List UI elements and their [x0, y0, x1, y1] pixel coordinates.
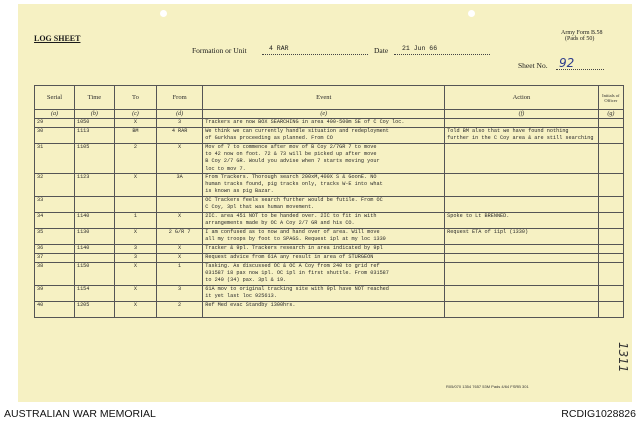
log-sheet-paper: [18, 4, 632, 402]
event-text-line: Mov of 7 to commence after mov of B Coy 2/7GR 7 to move: [205, 144, 377, 150]
table-row: [35, 174, 624, 197]
log-table: [34, 85, 624, 318]
serial-cell: 36: [35, 245, 75, 254]
date-value: 21 Jun 66: [402, 45, 438, 52]
table-row: [35, 144, 624, 174]
event-cell: [203, 174, 445, 197]
archive-name: AUSTRALIAN WAR MEMORIAL: [4, 408, 156, 420]
action-cell: [445, 254, 599, 263]
event-text-line: From Trackers. Thorough search 200xM,400X S & GoonE. NO: [205, 174, 377, 180]
date-label: Date: [374, 46, 389, 55]
formation-value: 4 RAR: [269, 45, 289, 52]
table-row: [35, 197, 624, 213]
event-text-line: Trackers are now BOX SEARCHING in area 400-500m SE of C Coy loc.: [205, 119, 405, 125]
army-form-number: Army Form B.58: [561, 30, 603, 36]
event-text-line: Tracker & 9pl. Trackers research in area indicated by 9pl: [205, 245, 383, 251]
serial-cell: 33: [35, 197, 75, 213]
action-cell: [445, 263, 599, 286]
to-cell: X: [114, 263, 156, 286]
form-title: LOG SHEET: [34, 34, 81, 43]
initials-cell: [598, 245, 623, 254]
initials-cell: [598, 144, 623, 174]
time-cell: 1150: [74, 263, 114, 286]
from-cell: X: [156, 213, 202, 229]
serial-cell: 38: [35, 263, 75, 286]
time-cell: 1050: [74, 119, 114, 128]
table-row: [35, 128, 624, 144]
from-cell: [156, 197, 202, 213]
army-form-pads: (Pads of 50): [565, 36, 595, 42]
action-cell: [445, 197, 599, 213]
event-text-line: to 42 now on foot. 72 & 73 will be picked up after move: [205, 151, 377, 158]
initials-cell: [598, 229, 623, 245]
to-cell: 3: [114, 254, 156, 263]
action-cell: [445, 213, 599, 229]
column-letter-b: (b): [74, 110, 114, 119]
event-text-line: I am confused as to now and hand over of area. Will move: [205, 229, 380, 235]
initials-cell: [598, 286, 623, 302]
event-text-line: B Coy 2/7 GR. Would you advise when 7 starts moving your: [205, 158, 380, 165]
column-letter-f: (f): [445, 110, 599, 119]
from-cell: 3A: [156, 174, 202, 197]
archive-caption-bar: [0, 404, 640, 423]
event-cell: [203, 119, 445, 128]
table-row: [35, 254, 624, 263]
time-cell: 1113: [74, 128, 114, 144]
serial-cell: 29: [35, 119, 75, 128]
sheet-number-value: 92: [559, 56, 575, 70]
event-cell: [203, 144, 445, 174]
from-cell: X: [156, 254, 202, 263]
initials-cell: [598, 263, 623, 286]
formation-label: Formation or Unit: [192, 46, 247, 55]
serial-cell: 37: [35, 254, 75, 263]
event-cell: [203, 245, 445, 254]
action-text-line: Told BM also that we have found nothing: [447, 128, 569, 134]
to-cell: X: [114, 302, 156, 318]
event-text-line: 2IC. area 451 NOT to be handed over. 2IC to fit in with: [205, 213, 377, 219]
action-cell: [445, 245, 599, 254]
initials-cell: [598, 119, 623, 128]
log-entries: [35, 119, 624, 318]
serial-cell: 30: [35, 128, 75, 144]
from-cell: X: [156, 144, 202, 174]
event-text-line: human tracks found, pig tracks only, tracks W-E into what: [205, 181, 383, 188]
initials-cell: [598, 302, 623, 318]
initials-cell: [598, 197, 623, 213]
to-cell: X: [114, 286, 156, 302]
serial-cell: 31: [35, 144, 75, 174]
event-text-line: loc to mov 7.: [205, 165, 246, 172]
date-underline: [394, 54, 490, 55]
to-cell: X: [114, 229, 156, 245]
serial-cell: 34: [35, 213, 75, 229]
event-cell: [203, 302, 445, 318]
event-cell: [203, 197, 445, 213]
event-cell: [203, 213, 445, 229]
column-header-to: To: [114, 86, 156, 110]
event-cell: [203, 229, 445, 245]
serial-cell: 40: [35, 302, 75, 318]
event-text-line: 031587 18 pax now 1pl. OC 1pl in first shuttle. From 031587: [205, 270, 389, 277]
from-cell: 2: [156, 302, 202, 318]
table-row: [35, 119, 624, 128]
sheet-number-label: Sheet No.: [518, 61, 548, 70]
event-text-line: We think we can currently handle situation and redeployment: [205, 128, 389, 134]
form-print-code: R05/070 1354 7657 53M Pads 4/64 FSRB 301: [446, 384, 529, 389]
column-header-serial: Serial: [35, 86, 75, 110]
punch-hole-left: [160, 10, 167, 17]
to-cell: X: [114, 174, 156, 197]
action-cell: [445, 286, 599, 302]
action-text-line: Spoke to Lt BRENNED.: [447, 213, 510, 219]
action-cell: [445, 174, 599, 197]
action-cell: [445, 229, 599, 245]
action-text-line: further in the C Coy area & are still searching: [447, 135, 594, 142]
time-cell: 1154: [74, 286, 114, 302]
table-row: [35, 245, 624, 254]
table-row: [35, 286, 624, 302]
from-cell: 4 RAR: [156, 128, 202, 144]
event-cell: [203, 128, 445, 144]
initials-cell: [598, 213, 623, 229]
column-header-action: Action: [445, 86, 599, 110]
time-cell: 1205: [74, 302, 114, 318]
column-letter-g: (g): [598, 110, 623, 119]
event-cell: [203, 254, 445, 263]
event-cell: [203, 263, 445, 286]
from-cell: 3: [156, 286, 202, 302]
column-letter-a: (a): [35, 110, 75, 119]
action-text-line: Request ETA of 11pl (1330): [447, 229, 529, 235]
event-text-line: of Gurkhas proceeding as planned. From CO: [205, 135, 333, 142]
event-text-line: arrangements made by OC A Coy 2/7 GR and his CO.: [205, 220, 355, 227]
action-cell: [445, 302, 599, 318]
to-cell: BM: [114, 128, 156, 144]
initials-cell: [598, 254, 623, 263]
action-cell: [445, 144, 599, 174]
initials-cell: [598, 128, 623, 144]
from-cell: X: [156, 245, 202, 254]
serial-cell: 35: [35, 229, 75, 245]
time-cell: [74, 254, 114, 263]
column-letter-row: [35, 110, 624, 119]
punch-hole-right: [468, 10, 475, 17]
initials-cell: [598, 174, 623, 197]
event-text-line: Tasking. As discussed OC & OC A Coy from 240 to grid ref: [205, 263, 380, 269]
action-cell: [445, 119, 599, 128]
archive-record-id: RCDIG1028826: [561, 408, 636, 420]
time-cell: 1123: [74, 174, 114, 197]
event-cell: [203, 286, 445, 302]
serial-cell: 32: [35, 174, 75, 197]
from-cell: 1: [156, 263, 202, 286]
column-letter-e: (e): [203, 110, 445, 119]
event-text-line: to 240 (34) pax. 3pl & 19.: [205, 277, 287, 284]
to-cell: [114, 197, 156, 213]
table-row: [35, 302, 624, 318]
margin-handwritten-note: 1311: [616, 342, 630, 373]
action-cell: [445, 128, 599, 144]
event-text-line: 61A mov to original tracking site with 9pl have NOT reached: [205, 286, 389, 292]
from-cell: 3: [156, 119, 202, 128]
time-cell: 1105: [74, 144, 114, 174]
time-cell: 1140: [74, 213, 114, 229]
to-cell: 2: [114, 144, 156, 174]
to-cell: 1: [114, 213, 156, 229]
table-row: [35, 213, 624, 229]
to-cell: X: [114, 119, 156, 128]
time-cell: [74, 197, 114, 213]
table-row: [35, 229, 624, 245]
event-text-line: OC Trackers feels search further would be futile. From OC: [205, 197, 383, 203]
event-text-line: is known as pig Bazar.: [205, 188, 274, 195]
event-text-line: Request advice from 61A any result in area of STURGEON: [205, 254, 374, 260]
time-cell: 1130: [74, 229, 114, 245]
event-text-line: C Coy, 3pl that was human movement.: [205, 204, 315, 211]
formation-underline: [262, 54, 368, 55]
header-row: [35, 86, 624, 110]
event-text-line: all my troops by foot to SPAGS. Request 1pl at my loc 1330: [205, 236, 386, 243]
column-letter-d: (d): [156, 110, 202, 119]
serial-cell: 39: [35, 286, 75, 302]
column-header-time: Time: [74, 86, 114, 110]
from-cell: 2 G/R 7: [156, 229, 202, 245]
event-text-line: Ref Med evac Standby 1300hrs.: [205, 302, 296, 308]
column-letter-c: (c): [114, 110, 156, 119]
to-cell: 3: [114, 245, 156, 254]
time-cell: 1140: [74, 245, 114, 254]
event-text-line: it yet last loc 925613.: [205, 293, 277, 300]
column-header-initials: Initials of Officer: [598, 86, 623, 110]
column-header-from: From: [156, 86, 202, 110]
column-header-event: Event: [203, 86, 445, 110]
table-row: [35, 263, 624, 286]
